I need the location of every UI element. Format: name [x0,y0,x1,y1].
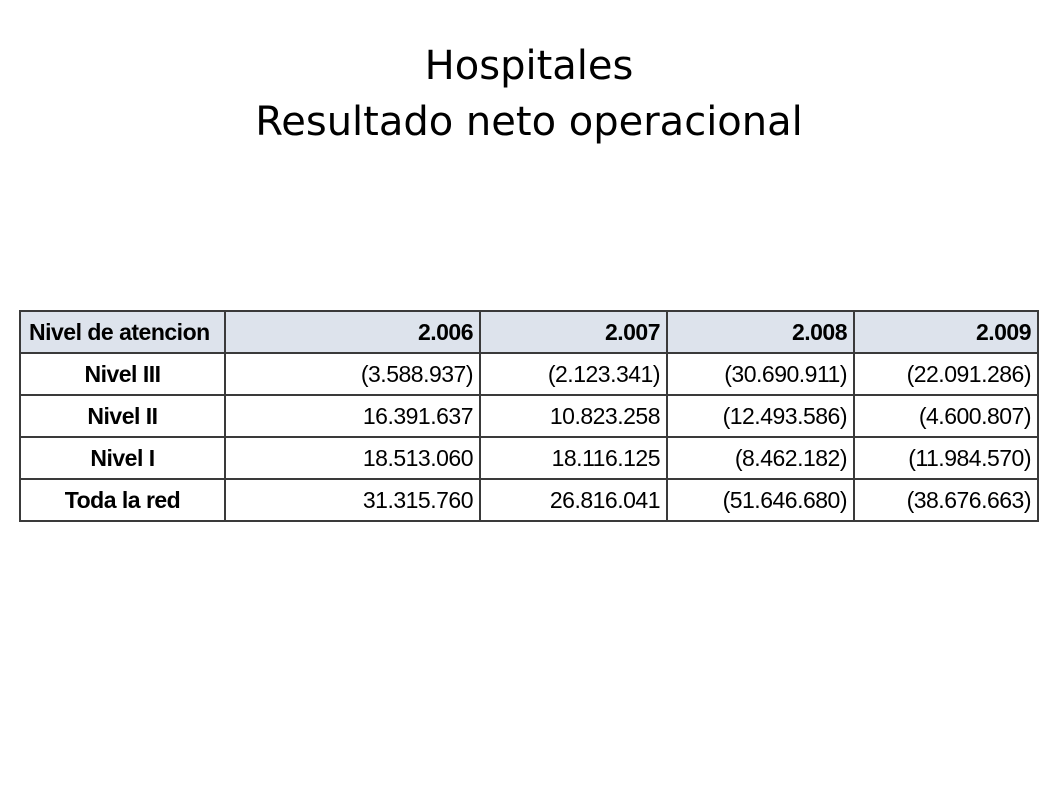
row-label: Nivel I [20,437,225,479]
table-row [20,353,1038,395]
table-cell: (12.493.586) [667,395,854,437]
table-cell: (3.588.937) [225,353,480,395]
table-cell: (11.984.570) [854,437,1038,479]
table-cell: 16.391.637 [225,395,480,437]
table-cell: 10.823.258 [480,395,667,437]
table-row [20,437,1038,479]
row-label: Nivel II [20,395,225,437]
title-line-2: Resultado neto operacional [255,99,803,145]
table-cell: 18.116.125 [480,437,667,479]
header-cell-2007: 2.007 [480,311,667,353]
table-cell: (30.690.911) [667,353,854,395]
table-cell: 26.816.041 [480,479,667,521]
row-label: Toda la red [20,479,225,521]
table-row [20,479,1038,521]
header-cell-level: Nivel de atencion [20,311,225,353]
table-cell: (8.462.182) [667,437,854,479]
table-row [20,395,1038,437]
table-cell: (2.123.341) [480,353,667,395]
row-label: Nivel III [20,353,225,395]
table-cell: 31.315.760 [225,479,480,521]
header-cell-2008: 2.008 [667,311,854,353]
table-cell: (22.091.286) [854,353,1038,395]
table-cell: (51.646.680) [667,479,854,521]
header-row [20,311,1038,353]
header-cell-2006: 2.006 [225,311,480,353]
table-cell: 18.513.060 [225,437,480,479]
table-cell: (4.600.807) [854,395,1038,437]
title-line-1: Hospitales [424,43,634,89]
slide-title [0,38,1058,150]
results-table [19,310,1039,522]
table-cell: (38.676.663) [854,479,1038,521]
header-cell-2009: 2.009 [854,311,1038,353]
